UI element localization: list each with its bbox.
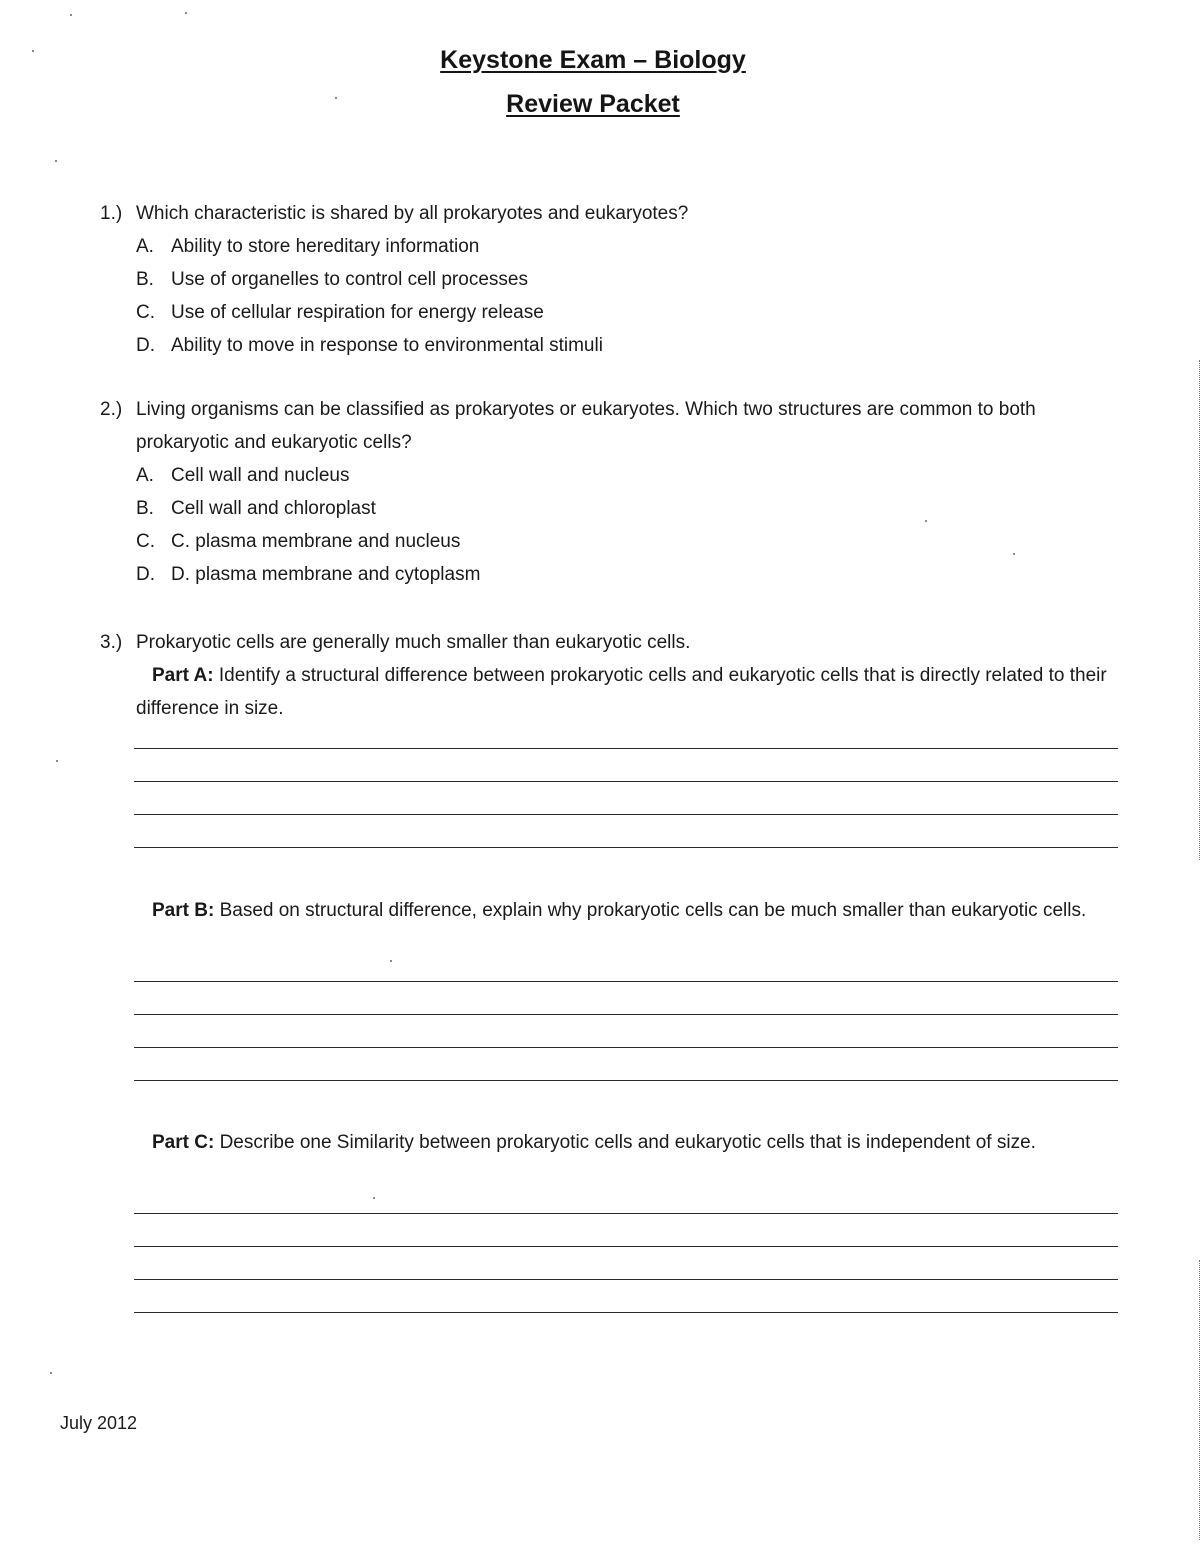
choice-text: Use of organelles to control cell processes [171,269,528,290]
question-part-b [136,894,1116,927]
question-text: Prokaryotic cells are generally much smaller than eukaryotic cells. [136,632,691,653]
scan-speck [925,520,927,522]
answer-choice [136,296,1120,329]
part-label: Part C: [152,1132,215,1153]
choice-text: Cell wall and chloroplast [171,498,376,519]
answer-line[interactable] [134,1014,1118,1015]
choice-letter: B. [136,498,154,519]
question-text: Which characteristic is shared by all prokaryotes and eukaryotes? [136,203,689,224]
choice-letter: C. [136,531,155,552]
answer-choice [136,492,1120,525]
question-2 [100,393,1120,591]
scan-speck [70,14,72,16]
scan-speck [55,160,57,162]
choice-text: Ability to store hereditary information [171,236,480,257]
choice-letter: D. [136,335,155,356]
scan-speck [335,97,337,99]
footer-date: July 2012 [60,1413,138,1433]
page-title: Keystone Exam – Biology [440,46,746,74]
question-number: 1.) [100,203,123,224]
part-text: Based on structural difference, explain why prokaryotic cells can be much smaller than eukaryotic cells. [219,900,1087,921]
answer-line[interactable] [134,814,1118,815]
question-number: 2.) [100,399,123,420]
answer-area-part-a[interactable] [134,748,1118,880]
answer-line[interactable] [134,1246,1118,1247]
answer-line[interactable] [134,1279,1118,1280]
answer-choice [136,459,1120,492]
choice-text: Ability to move in response to environmental stimuli [171,335,603,356]
choice-letter: D. [136,564,155,585]
question-part-a [136,659,1116,725]
answer-line[interactable] [134,1080,1118,1081]
answer-choice [136,230,1120,263]
scan-speck [390,960,392,962]
answer-line[interactable] [134,781,1118,782]
answer-line[interactable] [134,1312,1118,1313]
answer-choices [136,459,1120,591]
question-number: 3.) [100,632,123,653]
scan-speck [373,1197,375,1199]
page-subtitle: Review Packet [506,90,680,118]
answer-choice [136,329,1120,362]
answer-area-part-c[interactable] [134,1213,1118,1345]
scan-speck [1013,553,1015,555]
answer-choice [136,558,1120,591]
answer-choices [136,230,1120,362]
answer-line[interactable] [134,1047,1118,1048]
answer-line[interactable] [134,981,1118,982]
answer-area-part-b[interactable] [134,981,1118,1113]
answer-choice [136,263,1120,296]
scan-edge-marks [1196,360,1200,860]
choice-text: Cell wall and nucleus [171,465,350,486]
choice-letter: A. [136,236,154,257]
answer-line[interactable] [134,1213,1118,1214]
scan-speck [50,1372,52,1374]
part-text: Identify a structural difference between prokaryotic cells and eukaryotic cells that is directly related to their difference in size. [136,665,1107,719]
choice-text: D. plasma membrane and cytoplasm [171,564,481,585]
part-text: Describe one Similarity between prokaryotic cells and eukaryotic cells that is independent of size. [219,1132,1036,1153]
part-label: Part A: [152,665,214,686]
answer-line[interactable] [134,847,1118,848]
scan-speck [32,50,34,52]
choice-text: Use of cellular respiration for energy release [171,302,544,323]
question-3 [100,626,1120,659]
part-label: Part B: [152,900,215,921]
choice-letter: A. [136,465,154,486]
answer-choice [136,525,1120,558]
question-1 [100,197,1120,362]
choice-letter: B. [136,269,154,290]
scan-edge-marks [1196,1260,1200,1540]
choice-text: C. plasma membrane and nucleus [171,531,461,552]
scan-speck [56,760,58,762]
scan-speck [185,12,187,14]
question-part-c [136,1126,1116,1159]
question-text: Living organisms can be classified as prokaryotes or eukaryotes. Which two structures are common to both prokaryotic and eukaryotic cells? [136,399,1036,453]
answer-line[interactable] [134,748,1118,749]
choice-letter: C. [136,302,155,323]
